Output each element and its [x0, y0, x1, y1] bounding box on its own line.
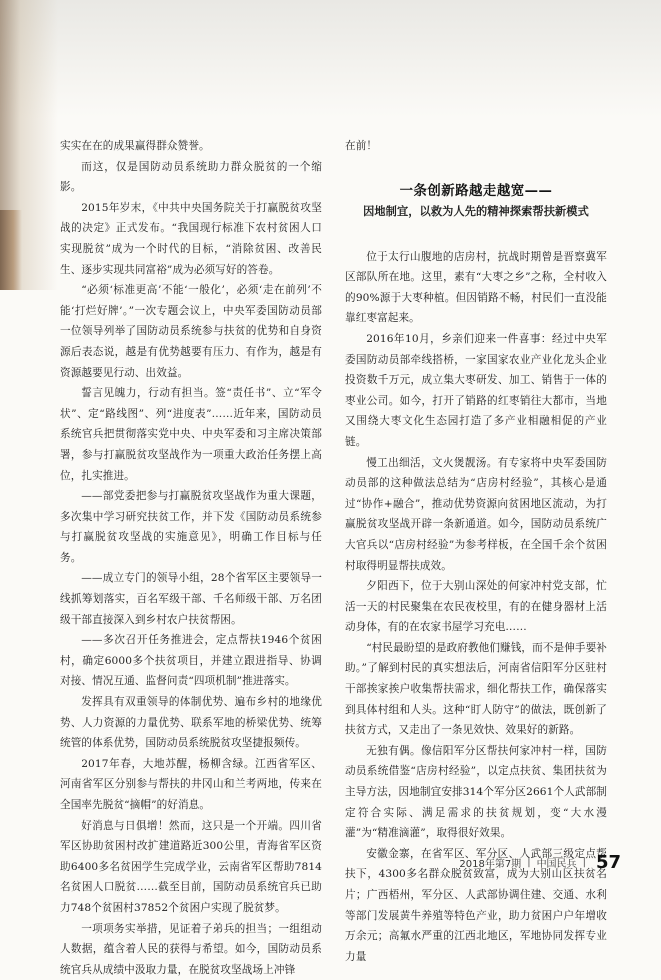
paragraph: 位于太行山腹地的店房村，抗战时期曾是晋察冀军区部队所在地。这里，素有“大枣之乡”之称，全村收入的90%源于大枣种植。但因销路不畅，村民们一直没能靠红枣富起来。 [345, 250, 607, 325]
paragraph: 慢工出细活，文火煲靓汤。有专家将中央军委国防动员部的这种做法总结为“店房村经验”，其核心是通过“协作+融合”，推动优势资源向贫困地区流动，为打赢脱贫攻坚战开辟一条新通道。如今，国防动员系统广大官兵以“店房村经验”为参考样板，在全国千余个贫困村取得明显帮扶成效。 [345, 456, 607, 572]
paragraph: 实实在在的成果赢得群众赞誉。 [60, 140, 210, 152]
footer-separator: | [582, 857, 586, 868]
photo-edge-shadow [0, 210, 22, 290]
page-footer [459, 852, 621, 873]
magazine-name: 中国民兵 [536, 859, 577, 870]
paragraph: 好消息与日俱增！然而，这只是一个开端。四川省军区协助贫困村改扩建道路近300公里，青海省军区资助6400多名贫困学生完成学业，云南省军区帮助7814名贫困人口脱贫……截至目前，国防动员系统官兵已助力748个贫困村37852个贫困户实现了脱贫梦。 [60, 819, 322, 914]
right-column-continuation: 在前！ [345, 140, 378, 152]
right-column [345, 136, 607, 967]
paragraph: 夕阳西下，位于大别山深处的何家冲村党支部，忙活一天的村民聚集在农民夜校里，有的在健身器材上活动身体，有的在农家书屋学习充电…… [345, 580, 607, 634]
paragraph: 一项项务实举措，见证着子弟兵的担当；一组组动人数据，蕴含着人民的获得与希望。如今，国防动员系统官兵从成绩中汲取力量，在脱贫攻坚战场上冲锋 [60, 922, 322, 976]
paragraph: 安徽金寨，在省军区、军分区、人武部三级定点帮扶下，4300多名群众脱贫致富，成为大别山区扶贫名片；广西梧州，军分区、人武部协调住建、交通、水利等部门发展黄牛养殖等特色产业，助力贫困户户年增收万余元；高氟水严重的江西北地区，军地协同发挥专业力量 [345, 847, 607, 963]
paragraph: 无独有偶。像信阳军分区帮扶何家冲村一样，国防动员系统借鉴“店房村经验”，以定点扶贫、集团扶贫为主导方法，因地制宜安排314个军分区2661个人武部制定符合实际、满足需求的扶贫规划，变“大水漫灌”为“精准滴灌”，取得很好效果。 [345, 744, 607, 840]
paragraph: 而这，仅是国防动员系统助力群众脱贫的一个缩影。 [60, 160, 322, 194]
paragraph: ——成立专门的领导小组，28个省军区主要领导一线抓筹划落实，百名军级干部、千名师级干部、万名团级干部直接深入到乡村农户扶贫帮困。 [60, 572, 322, 626]
page-number: 57 [595, 852, 621, 873]
paragraph: ——部党委把参与打赢脱贫攻坚战作为重大课题，多次集中学习研究扶贫工作，并下发《国防动员系统参与打赢脱贫攻坚战的实施意见》，明确工作目标与任务。 [60, 490, 322, 564]
paragraph: “村民最盼望的是政府教他们赚钱，而不是伸手要补助。”了解到村民的真实想法后，河南省信阳军分区驻村干部挨家挨户收集帮扶需求，细化帮扶工作，确保落实到具体村组和人头。这种“盯人防守”的做法，既创新了扶贫方式，又走出了一条见效快、效果好的新路。 [345, 641, 607, 737]
footer-separator: | [527, 857, 531, 868]
section-heading-main: 一条创新路越走越宽—— [399, 183, 553, 199]
left-column [60, 136, 322, 980]
paragraph: 2017年春，大地苏醒，杨柳含绿。江西省军区、河南省军区分别参与帮扶的井冈山和兰考两地，传来在全国率先脱贫“摘帽”的好消息。 [60, 757, 322, 811]
section-heading [345, 181, 607, 221]
issue-label: 2018年第7期 [459, 859, 522, 870]
paragraph: “必须‘标准更高’不能‘一般化’，必须‘走在前列’不能‘打烂好牌’。”一次专题会议上，中央军委国防动员部一位领导列举了国防动员系统参与扶贫的优势和自身资源后表态说，越是有优势越要有压力、有作为，越是有资源越要见行动、出效益。 [60, 284, 322, 379]
paragraph: 2016年10月，乡亲们迎来一件喜事：经过中央军委国防动员部牵线搭桥，一家国家农业产业化龙头企业投资数千万元，成立集大枣研发、加工、销售于一体的枣业公司。如今，打开了销路的红枣销往大都市，当地又围绕大枣文化生态园打造了多产业相融相促的产业链。 [345, 332, 607, 448]
paragraph: 誓言见魄力，行动有担当。签“责任书”、立“军令状”、定“路线图”、列“进度表”……近年来，国防动员系统官兵把贯彻落实党中央、中央军委和习主席决策部署，参与打赢脱贫攻坚战作为一项重大政治任务摆上高位，扎实推进。 [60, 387, 322, 482]
header-photo-background [0, 0, 661, 118]
section-heading-sub: 因地制宜，以救为人先的精神探索帮扶新模式 [363, 204, 589, 218]
paragraph: 发挥具有双重领导的体制优势、遍布乡村的地缘优势、人力资源的力量优势、联系军地的桥梁优势、统筹统管的体系优势，国防动员系统脱贫攻坚捷报频传。 [60, 696, 322, 750]
paragraph: ——多次召开任务推进会，定点帮扶1946个贫困村，确定6000多个扶贫项目，并建立跟进指导、协调对接、情况互通、监督问责“四项机制”推进落实。 [60, 634, 322, 688]
paragraph: 2015年岁末，《中共中央国务院关于打赢脱贫攻坚战的决定》正式发布。“我国现行标准下农村贫困人口实现脱贫”成为一个时代的目标，“消除贫困、改善民生、逐步实现共同富裕”成为必须写好的答卷。 [60, 201, 322, 276]
